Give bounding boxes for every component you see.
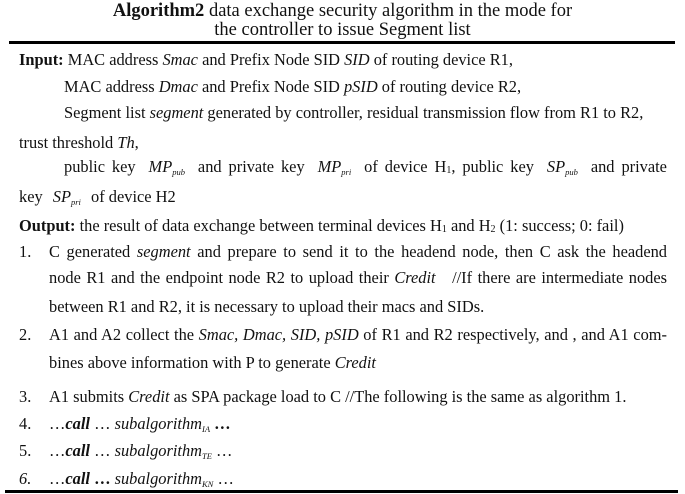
- step-1-line-3: between R1 and R2, it is necessary to upload their macs and SIDs.: [49, 297, 485, 316]
- input-line-5: public key $MP_{pub}$ and private key $MP_{pri}$ of device $H_1$, public key $SP_{pub}$ and private: [64, 157, 667, 177]
- step-number: 3.: [19, 387, 32, 406]
- step-1-line-1: C generated segment and prepare to send it to the headend node, then C ask the headend: [49, 242, 667, 261]
- caption-line-2: the controller to issue Segment list: [214, 20, 471, 40]
- step-6-line: …call … subalgorithm$_{KN}$ …: [49, 469, 234, 489]
- input-line-4: trust threshold Th,: [19, 133, 139, 152]
- step-5-line: …call … subalgorithm$_{TE}$ …: [49, 441, 233, 461]
- step-number: 5.: [19, 441, 32, 460]
- step-number: 2.: [19, 325, 32, 344]
- step-1-line-2: node R1 and the endpoint node R2 to upload their Credit //If there are intermediate nodes: [49, 268, 667, 287]
- top-rule: [9, 41, 675, 44]
- step-number: 1.: [19, 242, 32, 261]
- step-3-line: A1 submits Credit as SPA package load to C //The following is the same as algorithm 1.: [49, 387, 627, 406]
- step-number: 6.: [19, 469, 32, 488]
- step-2-line-1: A1 and A2 collect the Smac, Dmac, SID, pSID of R1 and R2 respectively, and , and A1 com-: [49, 325, 667, 344]
- input-label: Input:: [19, 50, 64, 69]
- input-line-1: Input: MAC address Smac and Prefix Node SID SID of routing device R1,: [19, 50, 513, 69]
- algorithm-caption: [0, 2, 685, 40]
- step-number: 4.: [19, 414, 32, 433]
- bottom-rule: [5, 490, 678, 493]
- algorithm-label: Algorithm2: [112, 1, 205, 21]
- caption-line-1: Algorithm2 data exchange security algorithm in the mode for: [112, 1, 573, 21]
- input-line-3: Segment list segment generated by controller, residual transmission flow from R1 to R2,: [64, 103, 644, 122]
- output-line: Output: the result of data exchange between terminal devices $H_1$ and $H_2$ (1: success; 0: fail): [19, 216, 624, 235]
- step-4-line: …call … subalgorithm$_{IA}$ …: [49, 414, 231, 434]
- input-line-6: key $SP_{pri}$ of device H2: [19, 187, 176, 207]
- step-2-line-2: bines above information with P to generate Credit: [49, 353, 376, 372]
- input-line-2: MAC address Dmac and Prefix Node SID pSID of routing device R2,: [64, 77, 522, 96]
- output-label: Output:: [19, 216, 76, 235]
